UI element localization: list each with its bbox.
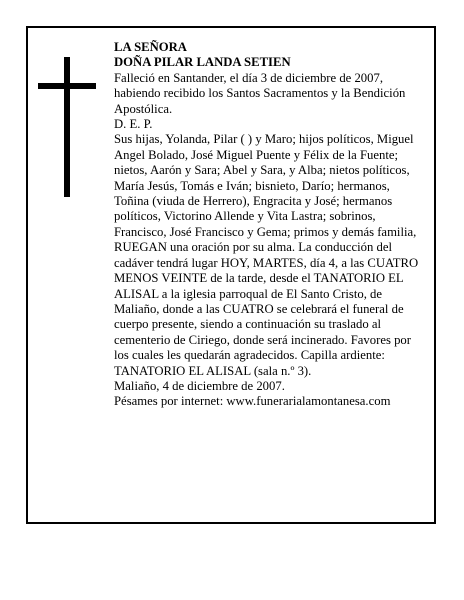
cross-icon-crossbar (38, 83, 96, 89)
family-list: Sus hijas, Yolanda, Pilar ( ) y Maro; hijos políticos, Miguel Angel Bolado, José Miguel Puente y Félix de la Fuente; nietos, Aarón y Sara; Abel y Sara, y Alba; nietos políticos, María Jesús, Tomás e Iván; bisnieto, Darío; hermanos, Toñina (viuda de Herrero), Engracita y José; hermanos políticos, Victorino Allende y Vita Lastra; sobrinos, Francisco, José Francisco y Gema; primos y demás familia, (114, 132, 417, 239)
deceased-name: DOÑA PILAR LANDA SETIEN (114, 55, 291, 70)
obituary-title: LA SEÑORA (114, 40, 187, 54)
death-announcement: Falleció en Santander, el día 3 de diciembre de 2007, habiendo recibido los Santos Sacramentos y la Bendición Apostólica. (114, 70, 406, 116)
place-date: Maliaño, 4 de diciembre de 2007. (114, 378, 285, 393)
funeral-request: RUEGAN una oración por su alma. La conducción del cadáver tendrá lugar HOY, MARTES, día 4, a las CUATRO MENOS VEINTE de la tarde, desde el TANATORIO EL ALISAL a la iglesia parroqual de El Santo Cristo, de Maliaño, donde a las CUATRO se celebrará el funeral de cuerpo presente, siendo a continuación su traslado al cementerio de Ciriego, donde será incinerado. Favores por los cuales les quedarán agradecidos. Capilla ardiente: TANATORIO EL ALISAL (sala n.º 3). (114, 240, 419, 378)
obituary-text (114, 40, 426, 410)
condolences-line: Pésames por internet: www.funerarialamontanesa.com (114, 394, 391, 409)
cross-icon (64, 57, 70, 197)
rest-in-peace: D. E. P. (114, 117, 153, 132)
